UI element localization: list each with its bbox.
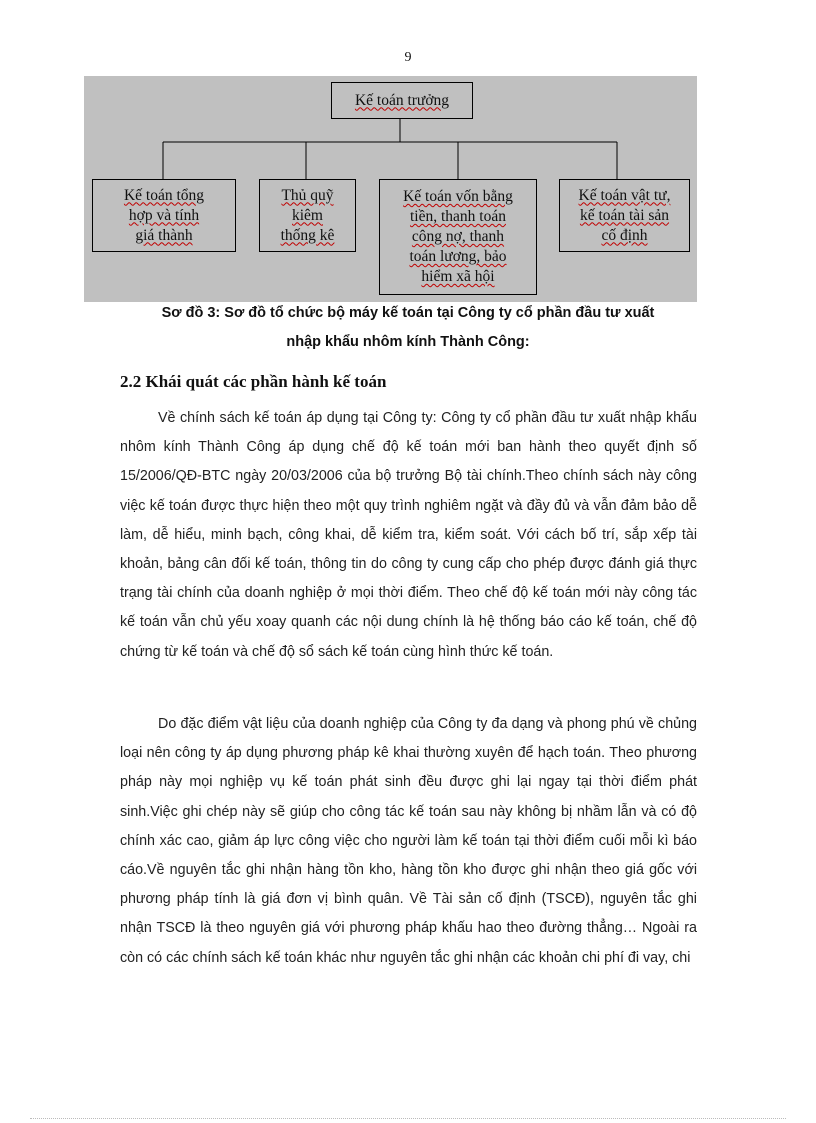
paragraph-accounting-policy: Về chính sách kế toán áp dụng tại Công ty: Công ty cổ phần đầu tư xuất nhập khẩu nhôm kính Thành Công áp dụng chế độ kế toán mới ban hành theo quyết định số 15/2006/QĐ-BTC ngày 20/03/2006 của bộ trưởng Bộ tài chính.Theo chính sách này công việc kế toán được thực hiện theo một quy trình nghiêm ngặt và đầy đủ và vẫn đảm bảo dễ làm, dễ hiểu, minh bạch, công khai, dễ kiểm tra, kiểm soát. Với cách bố trí, sắp xếp tài khoản, bảng cân đối kế toán, thông tin do công ty cung cấp cho phép được đánh giá thực trạng tài chính của doanh nghiệp ở mọi thời điểm. Theo chế độ kế toán mới này công tác kế toán vẫn chủ yếu xoay quanh các nội dung chính là hệ thống báo cáo kế toán, chế độ chứng từ kế toán và chế độ sổ sách kế toán cùng hình thức kế toán. <box>120 410 697 660</box>
footer-rule <box>30 1118 786 1119</box>
section-heading: 2.2 Khái quát các phần hành kế toán <box>120 372 387 391</box>
page-number: 9 <box>404 50 412 65</box>
org-chart-diagram <box>84 76 697 302</box>
diagram-caption-line-2: nhập khẩu nhôm kính Thành Công: <box>286 334 530 350</box>
node-materials-assets-accounting-label: Kế toán vật tư, kế toán tài sản cố định <box>578 186 671 244</box>
node-general-accounting-label: Kế toán tổng hợp và tính giá thành <box>123 186 205 244</box>
node-cash-payments-accounting <box>379 179 537 295</box>
node-cash-payments-accounting-label: Kế toán vốn bằng tiền, thanh toán công nợ, thanh toán lương, bảo hiểm xã hội <box>403 188 513 285</box>
node-cashier <box>259 179 356 252</box>
node-cashier-label: Thủ quỹ kiêm thống kê <box>280 186 335 244</box>
node-materials-assets-accounting <box>559 179 690 252</box>
node-general-accounting <box>92 179 236 252</box>
diagram-caption-line-1: Sơ đồ 3: Sơ đồ tổ chức bộ máy kế toán tại Công ty cổ phần đầu tư xuất <box>161 305 655 321</box>
paragraph-inventory-method: Do đặc điểm vật liệu của doanh nghiệp của Công ty đa dạng và phong phú về chủng loại nên công ty áp dụng phương pháp kê khai thường xuyên để hạch toán. Theo phương pháp này mọi nghiệp vụ kế toán phát sinh đều được ghi lại ngay tại thời điểm phát sinh.Việc ghi chép này sẽ giúp cho công tác kế toán sau này không bị nhầm lẫn và có độ chính xác cao, giảm áp lực công việc cho người làm kế toán tại thời điểm cuối mỗi kì báo cáo.Về nguyên tắc ghi nhận hàng tồn kho, hàng tồn kho được ghi nhận theo giá gốc với phương pháp tính là giá đơn vị bình quân. Về Tài sản cố định (TSCĐ), nguyên tắc ghi nhận TSCĐ là theo nguyên giá với phương pháp khấu hao theo đường thẳng… Ngoài ra còn có các chính sách kế toán khác như nguyên tắc ghi nhận các khoản chi phí đi vay, chi <box>120 716 697 966</box>
node-chief-accountant <box>331 82 473 119</box>
node-chief-accountant-label: Kế toán trưởng <box>354 91 450 109</box>
